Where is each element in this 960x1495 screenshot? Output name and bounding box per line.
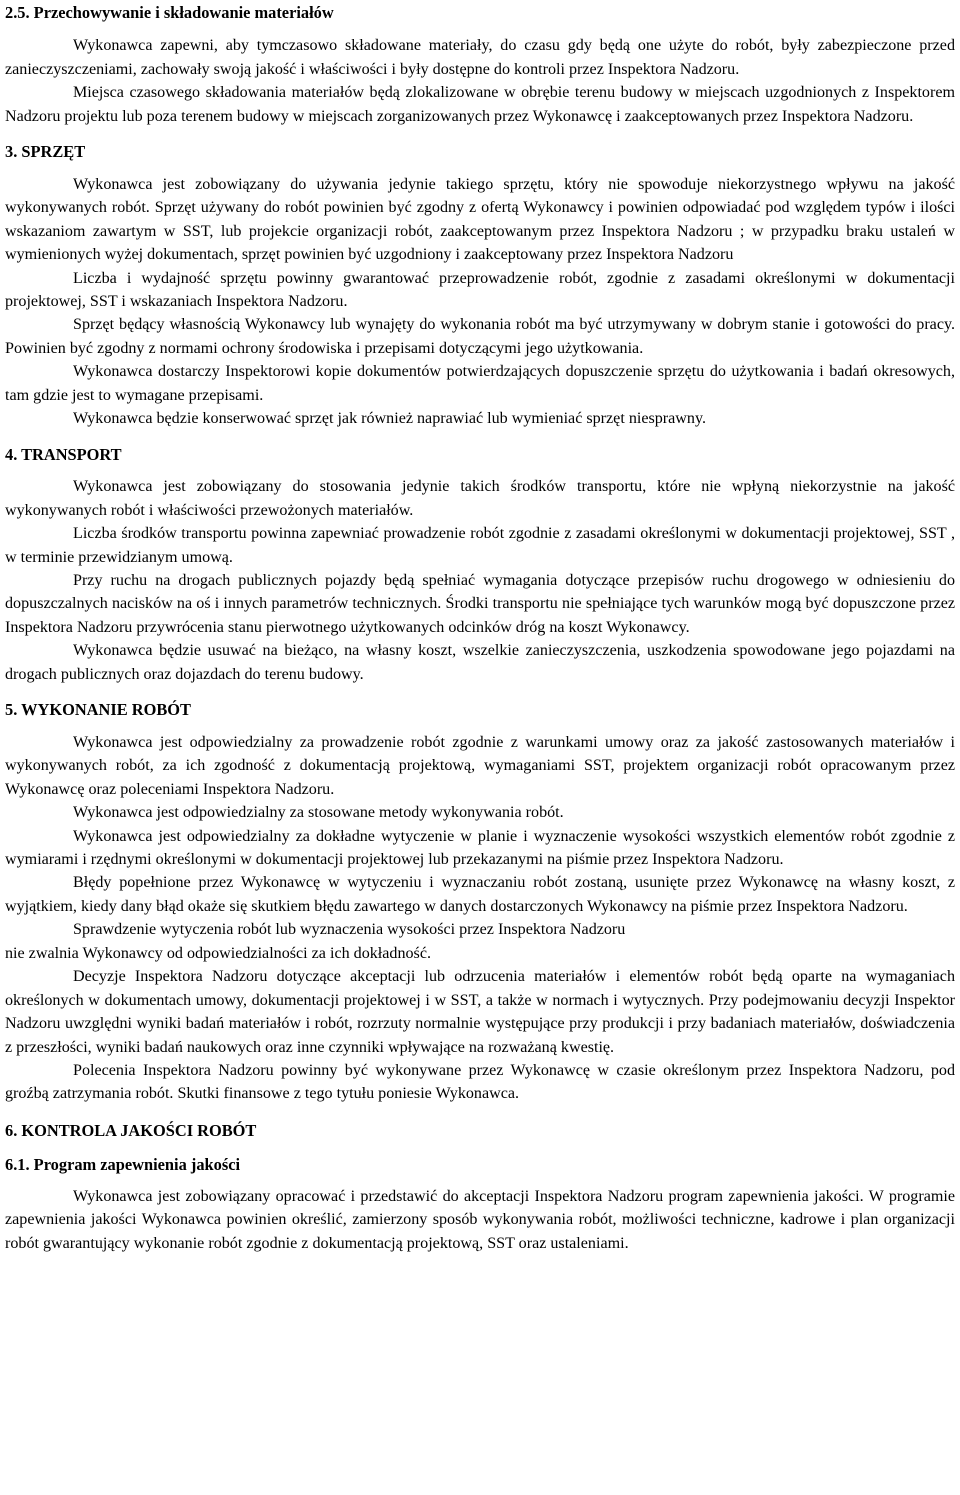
section-heading-5: 5. WYKONANIE ROBÓT [5,700,191,720]
paragraph: Wykonawca jest zobowiązany opracować i przedstawić do akceptacji Inspektora Nadzoru program zapewnienia jakości. W programie zapewnienia jakości Wykonawca powinien określić, zamierzony sposób wykonywania robót, możliwości techniczne, kadrowe i plan organizacji robót gwarantujący wykonanie robót zgodnie z dokumentacją projektową, SST oraz ustaleniami. [5,1187,955,1252]
paragraph: Wykonawca będzie konserwować sprzęt jak również naprawiać lub wymieniać sprzęt niesprawny. [73,410,706,428]
section-heading-6: 6. KONTROLA JAKOŚCI ROBÓT [5,1120,257,1140]
paragraph: Decyzje Inspektora Nadzoru dotyczące akceptacji lub odrzucenia materiałów i elementów robót będą oparte na wymaganiach określonych w dokumentach umowy, dokumentacji projektowej i w SST, a także w normach i wytycznych. Przy podejmowaniu decyzji Inspektor Nadzoru uwzględni wyniki badań materiałów i robót, rozrzuty normalnie występujące przy produkcji i przy badaniach materiałów, doświadczenia z przeszłości, wyniki badań naukowych oraz inne czynniki wpływające na rozważaną kwestię. [5,968,955,1056]
paragraph: Sprzęt będący własnością Wykonawcy lub wynajęty do wykonania robót ma być utrzymywany w dobrym stanie i gotowości do pracy. Powinien być zgodny z normami ochrony środowiska i przepisami dotyczącymi jego użytkowania. [5,316,955,357]
paragraph: Sprawdzenie wytyczenia robót lub wyznaczenia wysokości przez Inspektora Nadzoru [73,921,626,939]
section-heading-6-1: 6.1. Program zapewnienia jakości [5,1155,241,1175]
paragraph: Wykonawca zapewni, aby tymczasowo składowane materiały, do czasu gdy będą one użyte do robót, były zabezpieczone przed zanieczyszczeniami, zachowały swoją jakość i właściwości i były dostępne do kontroli przez Inspektora Nadzoru. [5,37,955,78]
paragraph: Liczba środków transportu powinna zapewniać prowadzenie robót zgodnie z zasadami określonymi w dokumentacji projektowej, SST , w terminie przewidzianym umową. [5,525,955,566]
paragraph: Polecenia Inspektora Nadzoru powinny być wykonywane przez Wykonawcę w czasie określonym przez Inspektora Nadzoru, pod groźbą zatrzymania robót. Skutki finansowe z tego tytułu poniesie Wykonawca. [5,1062,955,1103]
paragraph: Przy ruchu na drogach publicznych pojazdy będą spełniać wymagania dotyczące przepisów ruchu drogowego w odniesieniu do dopuszczalnych nacisków na oś i innych parametrów technicznych. Środki transportu nie spełniające tych warunków mogą być dopuszczone przez Inspektora Nadzoru przywrócenia stanu pierwotnego użytkowanych odcinków dróg na koszt Wykonawcy. [5,571,955,636]
paragraph: Wykonawca jest odpowiedzialny za stosowane metody wykonywania robót. [73,804,564,822]
paragraph: Liczba i wydajność sprzętu powinny gwarantować przeprowadzenie robót, zgodnie z zasadami określonymi w dokumentacji projektowej, SST i wskazaniach Inspektora Nadzoru. [5,269,955,310]
paragraph: Wykonawca jest zobowiązany do używania jedynie takiego sprzętu, który nie spowoduje niekorzystnego wpływu na jakość wykonywanych robót. Sprzęt używany do robót powinien być zgodny z ofertą Wykonawcy i powinien odpowiadać pod względem typów i ilości wskazaniom zawartym w SST, lub projekcie organizacji robót, zaakceptowanym przez Inspektora Nadzoru ; w przypadku braku ustaleń w wymienionych wyżej dokumentach, sprzęt powinien być uzgodniony i zaakceptowany przez Inspektora Nadzoru [5,175,955,264]
paragraph: Błędy popełnione przez Wykonawcę w wytyczeniu i wyznaczaniu robót zostaną, usunięte przez Wykonawcę na własny koszt, z wyjątkiem, kiedy dany błąd okaże się skutkiem błędu zawartego w danych dostarczonych Wykonawcy na piśmie przez Inspektora Nadzoru. [5,874,955,915]
paragraph: nie zwalnia Wykonawcy od odpowiedzialności za ich dokładność. [5,944,431,962]
section-heading-2-5: 2.5. Przechowywanie i składowanie materiałów [5,3,334,22]
paragraph: Wykonawca dostarczy Inspektorowi kopie dokumentów potwierdzających dopuszczenie sprzętu do użytkowania i badań okresowych, tam gdzie jest to wymagane przepisami. [5,363,955,404]
paragraph: Wykonawca jest odpowiedzialny za dokładne wytyczenie w planie i wyznaczenie wysokości wszystkich elementów robót zgodnie z wymiarami i rzędnymi określonymi w dokumentacji projektowej lub przekazanymi na piśmie przez Inspektora Nadzoru. [5,827,955,868]
paragraph: Wykonawca będzie usuwać na bieżąco, na własny koszt, wszelkie zanieczyszczenia, uszkodzenia spowodowane jego pojazdami na drogach publicznych oraz dojazdach do terenu budowy. [5,642,955,683]
section-heading-4: 4. TRANSPORT [5,444,122,464]
section-heading-3: 3. SPRZĘT [5,142,86,162]
paragraph: Wykonawca jest odpowiedzialny za prowadzenie robót zgodnie z warunkami umowy oraz za jakość zastosowanych materiałów i wykonywanych robót, za ich zgodność z dokumentacją projektową, wymaganiami SST, projektem organizacji robót opracowanym przez Wykonawcę oraz poleceniami Inspektora Nadzoru. [5,733,955,798]
paragraph: Wykonawca jest zobowiązany do stosowania jedynie takich środków transportu, które nie wpłyną niekorzystnie na jakość wykonywanych robót i właściwości przewożonych materiałów. [5,478,955,519]
paragraph: Miejsca czasowego składowania materiałów będą zlokalizowane w obrębie terenu budowy w miejscach uzgodnionych z Inspektorem Nadzoru projektu lub poza terenem budowy w miejscach zorganizowanych przez Wykonawcę i zaakceptowanych przez Inspektora Nadzoru. [5,84,955,125]
document-page [5,1,955,1255]
